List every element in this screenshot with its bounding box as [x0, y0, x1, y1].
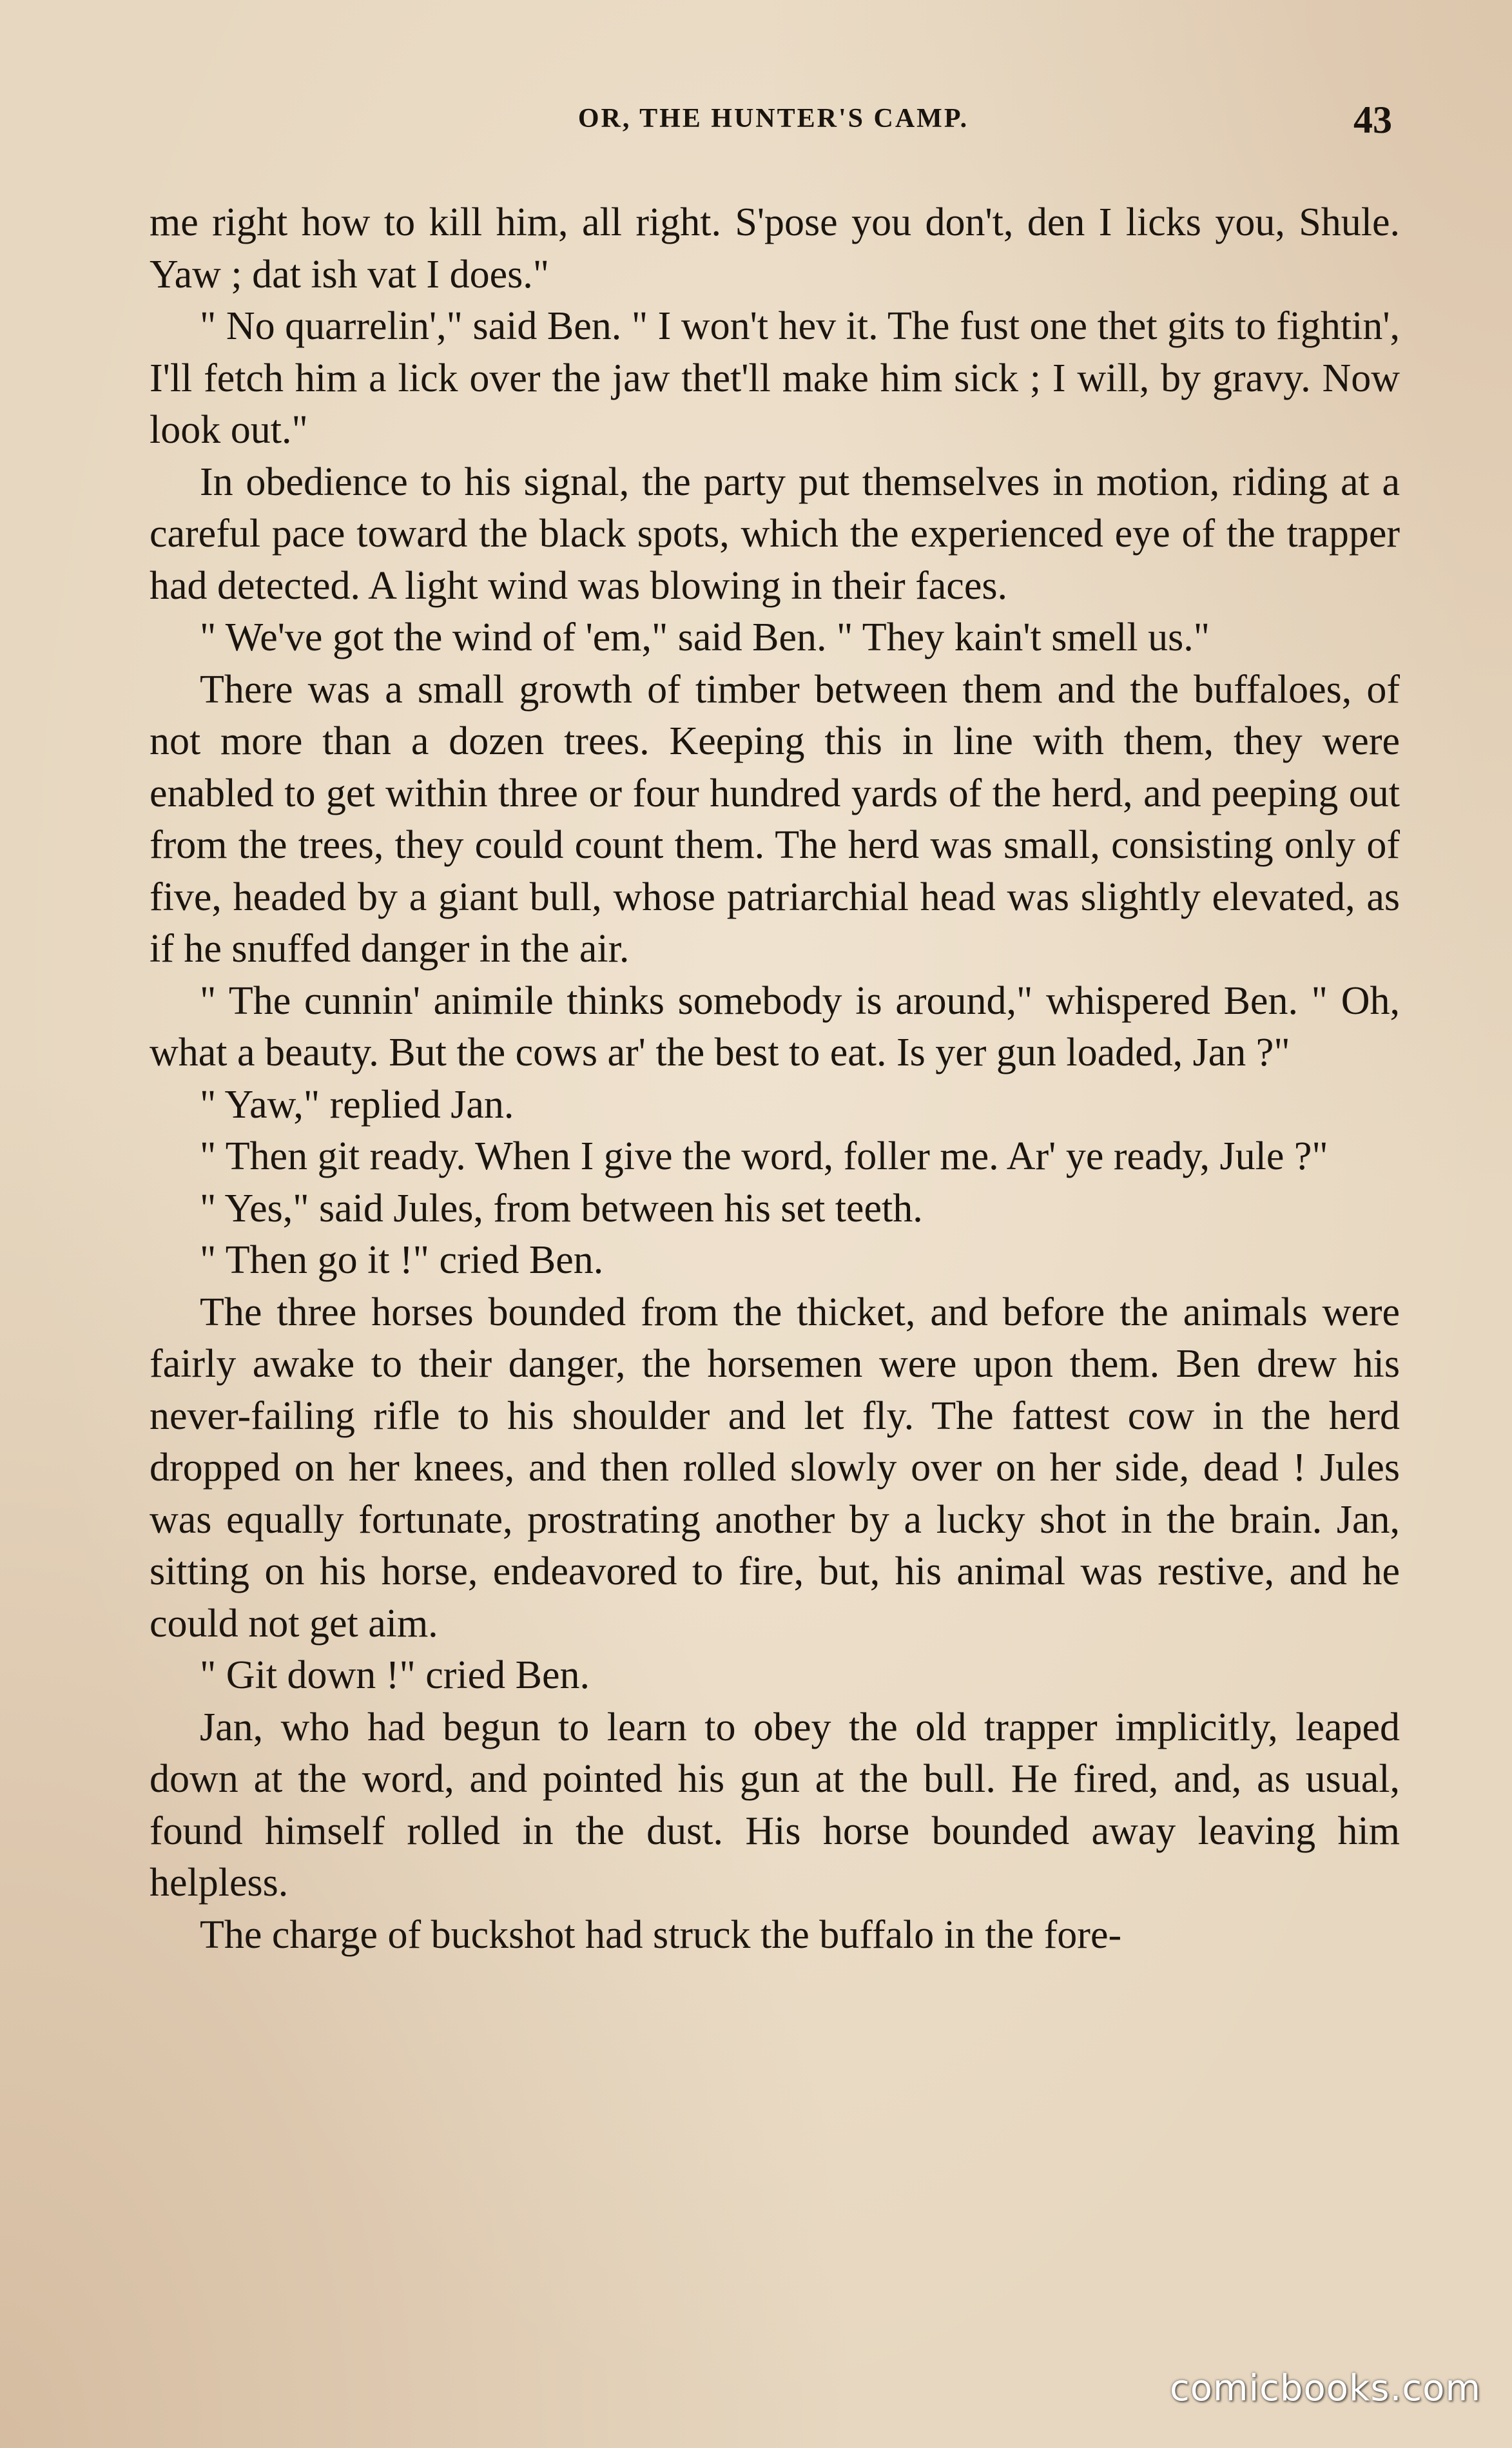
paragraph: " Yes," said Jules, from between his set teeth.	[200, 1186, 923, 1230]
paragraph: me right how to kill him, all right. S'pose you don't, den I licks you, Shule. Yaw ; dat ish vat I does."	[150, 200, 1400, 296]
paragraph: In obedience to his signal, the party put themselves in motion, riding at a careful pace toward the black spots, which the experienced eye of the trapper had detected. A light wind was blowing in their faces.	[150, 460, 1400, 608]
page-header	[155, 99, 1392, 148]
paragraph: " We've got the wind of 'em," said Ben. " They kain't smell us."	[200, 616, 1210, 659]
paragraph: Jan, who had begun to learn to obey the old trapper implicitly, leaped down at the word, and pointed his gun at the bull. He fired, and, as usual, found himself rolled in the dust. His horse bounded away leaving him helpless.	[150, 1705, 1400, 1905]
paragraph: " No quarrelin'," said Ben. " I won't hev it. The fust one thet gits to fightin', I'll fetch him a lick over the jaw thet'll make him sick ; I will, by gravy. Now look out."	[150, 304, 1400, 452]
paragraph: " Then go it !" cried Ben.	[200, 1238, 604, 1282]
paragraph: The charge of buckshot had struck the buffalo in the fore-	[200, 1912, 1122, 1957]
paragraph: " Git down !" cried Ben.	[200, 1653, 590, 1697]
running-head: OR, THE HUNTER'S CAMP.	[577, 104, 969, 133]
paragraph: " Then git ready. When I give the word, foller me. Ar' ye ready, Jule ?"	[200, 1134, 1328, 1178]
page-number: 43	[1353, 99, 1392, 141]
paragraph: The three horses bounded from the thicket, and before the animals were fairly awake to their danger, the horsemen were upon them. Ben drew his never-failing rifle to his shoulder and let fly. The fattest cow in the herd dropped on her knees, and then rolled slowly over on her side, dead ! Jules was equally fortunate, prostrating another by a lucky shot in the brain. Jan, sitting on his horse, endeavored to fire, but, his animal was restive, and he could not get aim.	[150, 1290, 1400, 1646]
paragraph: " The cunnin' animile thinks somebody is around," whispered Ben. " Oh, what a beauty. But the cows ar' the best to eat. Is yer gun loaded, Jan ?"	[150, 978, 1400, 1074]
body-text	[150, 197, 1400, 1961]
paragraph: " Yaw," replied Jan.	[200, 1082, 514, 1127]
paragraph: There was a small growth of timber between them and the buffaloes, of not more than a dozen trees. Keeping this in line with them, they were enabled to get within three or four hundred yards of the herd, and peeping out from the trees, they could count them. The herd was small, consisting only of five, headed by a giant bull, whose patriarchial head was slightly elevated, as if he snuffed danger in the air.	[150, 667, 1400, 971]
watermark: comicbooks.com	[1169, 2367, 1481, 2409]
